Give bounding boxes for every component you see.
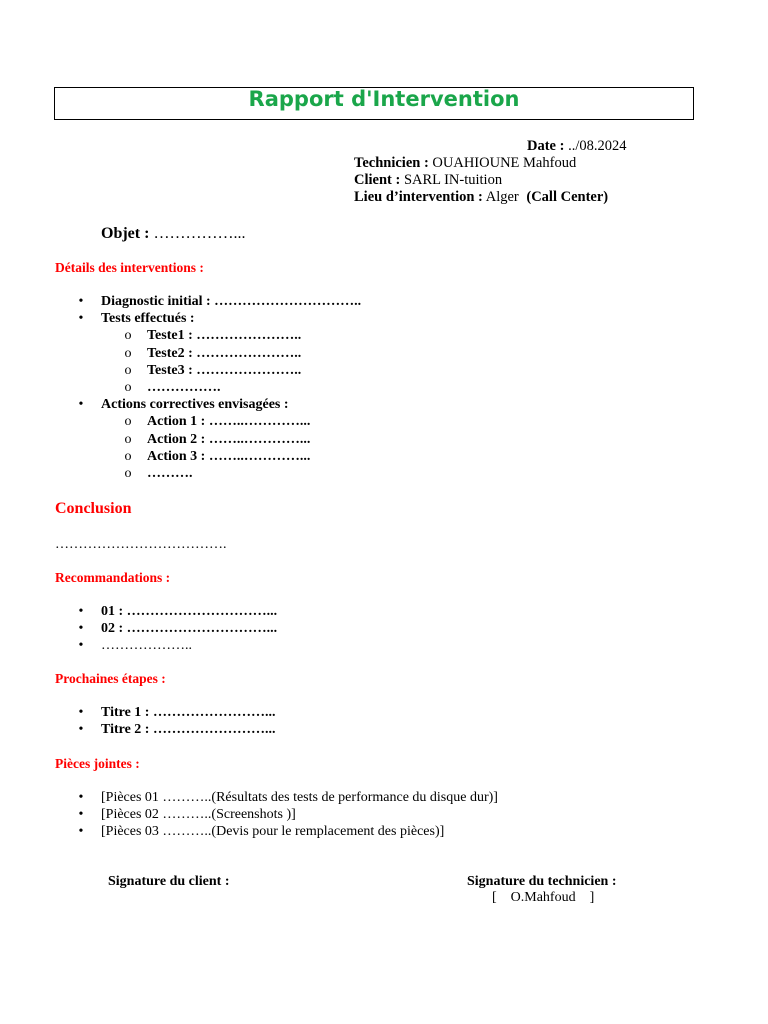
- bullet-disc: •: [78, 790, 84, 805]
- objet-line: [101, 224, 245, 243]
- action-item: ……….: [147, 465, 193, 481]
- action-item: Action 2 : ……..…………...: [147, 431, 311, 447]
- action-item: Action 3 : ……..…………...: [147, 448, 311, 464]
- recommandation-item: ………………..: [101, 638, 192, 654]
- technician-value: OUAHIOUNE Mahfoud: [432, 155, 577, 171]
- tech-signature-value: [ O.Mahfoud ]: [492, 890, 595, 905]
- bullet-disc: •: [78, 621, 84, 637]
- bullet-circle: o: [124, 362, 132, 378]
- date-value: ../08.2024: [568, 138, 627, 154]
- client-line: [354, 172, 502, 189]
- bullet-disc: •: [78, 722, 84, 738]
- client-signature-label: Signature du client :: [108, 874, 230, 889]
- etape-item: Titre 2 : ……………………...: [101, 722, 276, 738]
- location-extra: (Call Center): [526, 189, 609, 205]
- bullet-disc: •: [78, 807, 84, 823]
- bullet-circle: o: [124, 431, 132, 447]
- location-value: Alger: [485, 189, 519, 205]
- test-item: Teste1 : …………………..: [147, 328, 302, 344]
- report-title: Rapport d'Intervention: [248, 87, 520, 111]
- test-item: Teste3 : …………………..: [147, 362, 302, 378]
- technician-label: Technicien :: [354, 155, 429, 171]
- bullet-circle: o: [124, 328, 132, 344]
- tests-label: Tests effectués :: [101, 311, 195, 327]
- bullet-circle: o: [124, 345, 132, 361]
- action-item: Action 1 : ……..…………...: [147, 414, 311, 430]
- bullet-circle: o: [124, 379, 132, 395]
- date-label: Date :: [527, 138, 565, 154]
- piece-item: [Pièces 01 ………..(Résultats des tests de performance du disque dur)]: [101, 790, 498, 805]
- bullet-circle: o: [124, 414, 132, 430]
- piece-item: [Pièces 02 ………..(Screenshots )]: [101, 807, 296, 823]
- piece-item: [Pièces 03 ………..(Devis pour le remplacement des pièces)]: [101, 824, 445, 840]
- date-line: [527, 138, 626, 155]
- client-label: Client :: [354, 172, 401, 188]
- objet-value: ……………...: [153, 225, 246, 242]
- location-label: Lieu d’intervention :: [354, 189, 483, 205]
- bullet-disc: •: [78, 824, 84, 840]
- conclusion-text: ……………………………….: [55, 537, 227, 552]
- bullet-disc: •: [78, 705, 84, 720]
- recommandation-item: 02 : …………………………...: [101, 621, 278, 637]
- pieces-heading: Pièces jointes :: [55, 756, 140, 771]
- tech-signature-label: Signature du technicien :: [467, 874, 617, 889]
- details-heading: Détails des interventions :: [55, 260, 204, 275]
- bullet-disc: •: [78, 311, 84, 327]
- conclusion-heading: Conclusion: [55, 500, 132, 517]
- diagnostic-text: Diagnostic initial : …………………………..: [101, 294, 362, 309]
- technician-line: [354, 155, 576, 172]
- bullet-disc: •: [78, 638, 84, 654]
- bullet-circle: o: [124, 465, 132, 481]
- bullet-disc: •: [78, 294, 84, 309]
- bullet-disc: •: [78, 604, 84, 619]
- test-item: Teste2 : …………………..: [147, 345, 302, 361]
- recommandation-item: 01 : …………………………...: [101, 604, 278, 619]
- client-value: SARL IN-tuition: [403, 172, 503, 188]
- test-item: …………….: [147, 379, 221, 395]
- recommandations-heading: Recommandations :: [55, 570, 171, 585]
- bullet-disc: •: [78, 397, 84, 413]
- bullet-circle: o: [124, 448, 132, 464]
- location-line: [354, 189, 608, 206]
- prochaines-heading: Prochaines étapes :: [55, 671, 166, 686]
- actions-label: Actions correctives envisagées :: [101, 397, 289, 413]
- etape-item: Titre 1 : ……………………...: [101, 705, 276, 720]
- objet-label: Objet :: [101, 225, 150, 242]
